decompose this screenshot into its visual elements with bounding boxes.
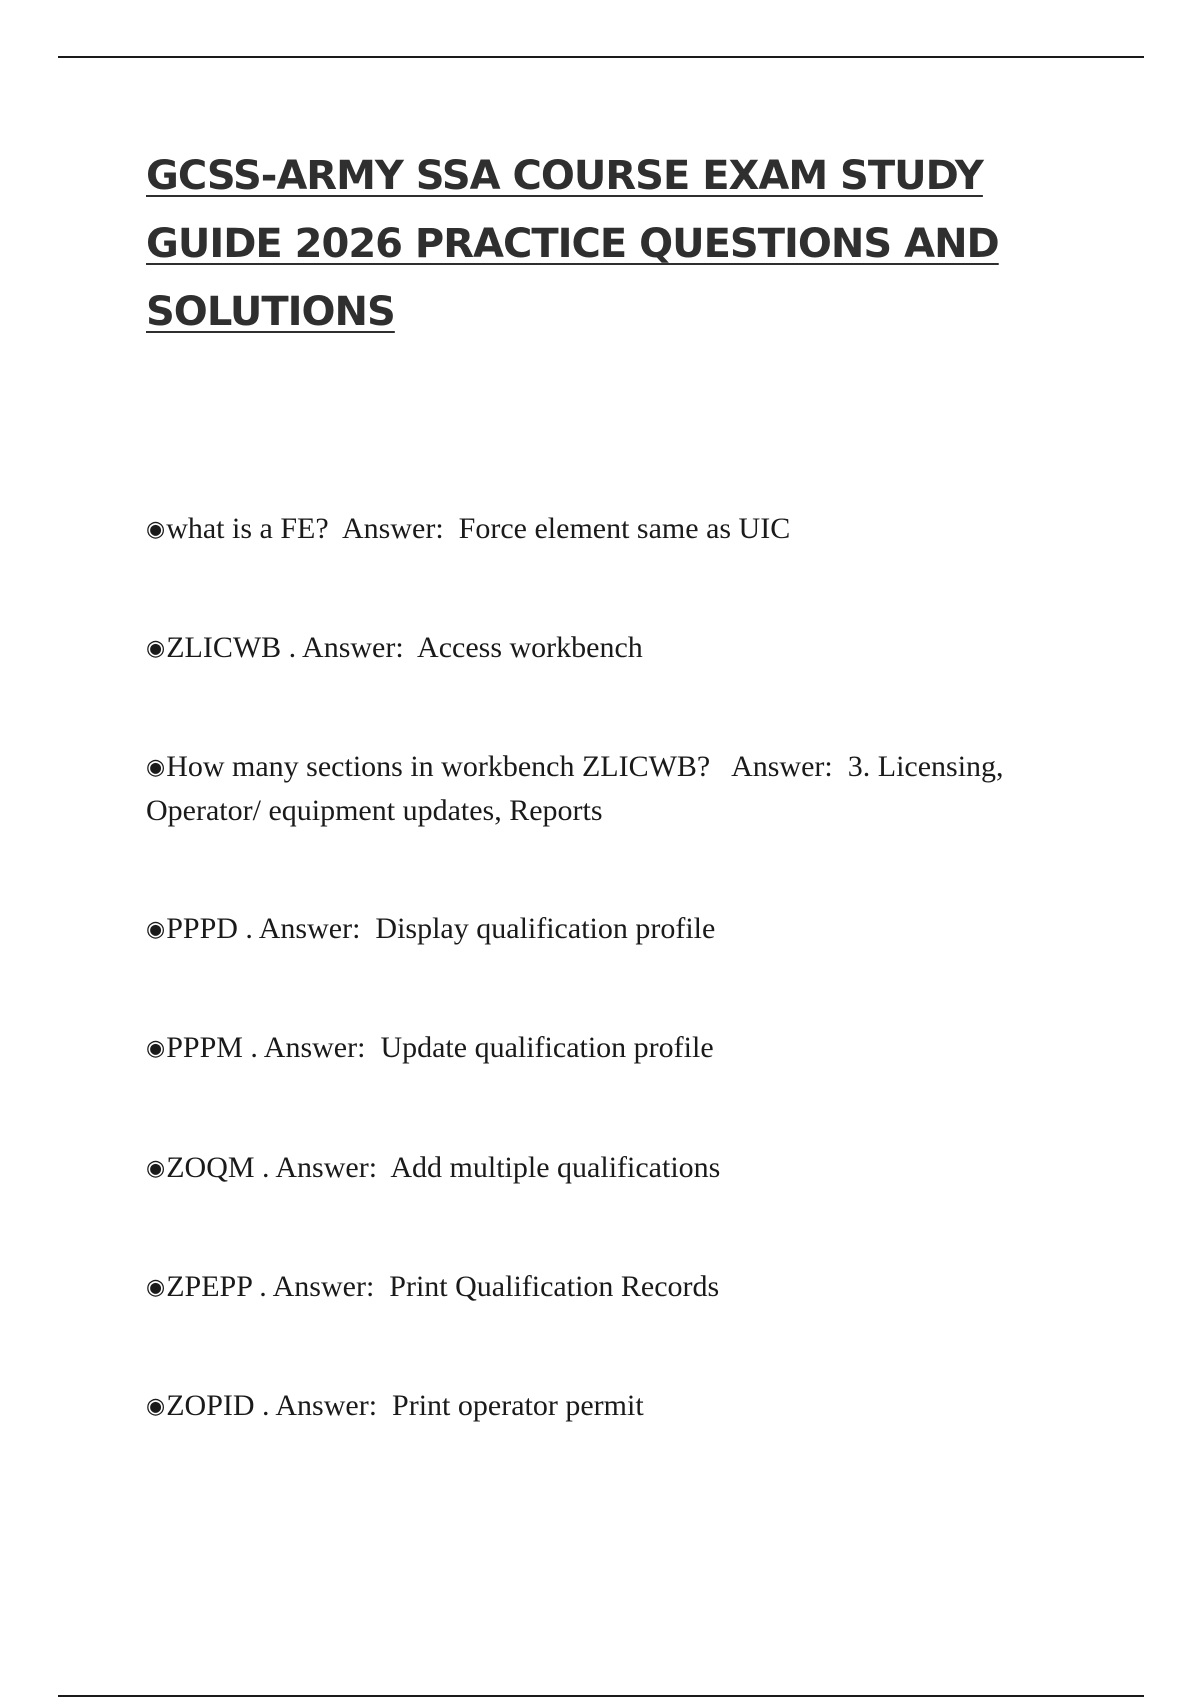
answer-label: Answer: [266,1270,390,1303]
qa-item [146,1026,1086,1070]
answer-label: Answer: [328,512,459,545]
radio-bullet-icon: ◉ [146,1394,166,1419]
question-text: ZOPID . [166,1389,270,1422]
question-text: ZLICWB . [166,631,297,664]
document-title: GCSS-ARMY SSA COURSE EXAM STUDY GUIDE 2026 PRACTICE QUESTIONS AND SOLUTIONS [146,153,999,335]
answer-text: Add multiple qualifications [390,1151,721,1184]
answer-text: Access workbench [417,631,643,664]
answer-label: Answer: [252,912,376,945]
radio-bullet-icon: ◉ [146,1156,166,1181]
qa-item [146,626,1086,670]
answer-label: Answer: [257,1031,381,1064]
answer-text: 3. Licensing, Operator/ equipment updates, Reports [146,750,1012,827]
radio-bullet-icon: ◉ [146,636,166,661]
radio-bullet-icon: ◉ [146,517,166,542]
radio-bullet-icon: ◉ [146,917,166,942]
question-text: ZOQM . [166,1151,270,1184]
answer-text: Update qualification profile [380,1031,714,1064]
answer-text: Print Qualification Records [389,1270,720,1303]
bottom-divider [58,1695,1144,1697]
answer-text: Display qualification profile [375,912,716,945]
question-text: How many sections in workbench ZLICWB? [166,750,711,783]
radio-bullet-icon: ◉ [146,755,166,780]
question-text: ZPEPP . [166,1270,267,1303]
question-text: what is a FE? [166,512,329,545]
answer-label: Answer: [710,750,848,783]
radio-bullet-icon: ◉ [146,1275,166,1300]
answer-text: Force element same as UIC [458,512,791,545]
question-text: PPPM . [166,1031,258,1064]
qa-item [146,1384,1086,1428]
top-divider [58,56,1144,58]
qa-item [146,507,1086,551]
qa-item [146,1146,1086,1190]
qa-item [146,1265,1086,1309]
qa-item [146,907,1086,951]
radio-bullet-icon: ◉ [146,1036,166,1061]
qa-item [146,745,1086,832]
answer-text: Print operator permit [392,1389,644,1422]
answer-label: Answer: [296,631,418,664]
answer-label: Answer: [269,1389,393,1422]
answer-label: Answer: [269,1151,391,1184]
question-text: PPPD . [166,912,253,945]
